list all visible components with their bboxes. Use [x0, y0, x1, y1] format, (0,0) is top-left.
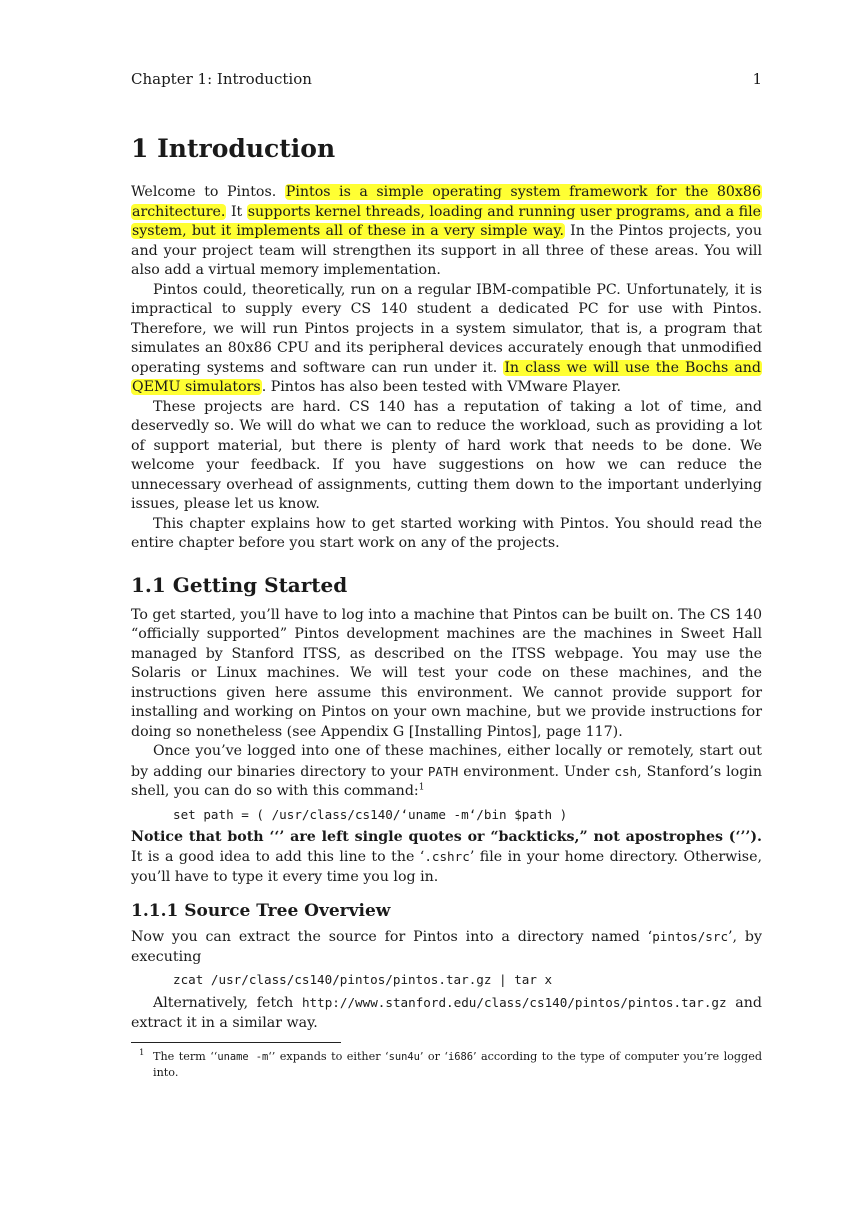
- text-run: ’ file in your home directory. Otherwise, you’ll have to type it every time you log in.: [131, 849, 762, 885]
- footnote-mark: 1: [139, 1048, 145, 1058]
- text-run: ’ according to the type of computer you’re logged into.: [153, 1050, 762, 1079]
- text-run: ’ or ‘: [419, 1050, 448, 1063]
- section-paragraph-3: [131, 828, 762, 888]
- footnote-reference[interactable]: 1: [418, 782, 425, 793]
- highlight-1[interactable]: Pintos is a simple operating system framework for the 80x86 architecture.: [132, 184, 761, 220]
- text-run: The term ‘‘: [153, 1050, 218, 1063]
- footnote-divider: [131, 1042, 341, 1043]
- text-run: In the Pintos projects, you and your project team will strengthen its support in all three of these areas. You will also add a virtual memory implementation.: [131, 223, 762, 278]
- highlight-3[interactable]: In class we will use the Bochs and QEMU simulators: [132, 359, 761, 395]
- text-run: It is a good idea to add this line to the ‘: [131, 849, 425, 865]
- inline-code: PATH: [427, 763, 459, 779]
- inline-code: i686: [447, 1051, 473, 1063]
- intro-paragraph-2: [131, 281, 762, 398]
- command-line: set path = ( /usr/class/cs140/‘uname -m‘/bin $path ): [173, 806, 568, 822]
- chapter-title: 1 Introduction: [131, 134, 336, 163]
- subsection-title: 1.1.1 Source Tree Overview: [131, 901, 391, 921]
- running-header: [131, 70, 762, 88]
- highlight-2[interactable]: supports kernel threads, loading and running user programs, and a file system, but it implements all of these in a very simple way.: [132, 203, 762, 239]
- section-paragraph-1: To get started, you’ll have to log into a machine that Pintos can be built on. The CS 140 “officially supported” Pintos development machines are the machines in Sweet Hall managed by Stanford ITSS, as described on the ITSS webpage. You may use the Solaris or Linux machines. We will test your code on these machines, and the instructions given here assume this environment. We cannot provide support for installing and working on Pintos on your own machine, but we provide instructions for doing so nonetheless (see Appendix G [Installing Pintos], page 117).: [131, 606, 762, 740]
- text-run: Now you can extract the source for Pintos into a directory named ‘: [131, 929, 653, 945]
- document-body: [131, 131, 762, 1080]
- text-run: Once you’ve logged into one of these machines, either locally or remotely, start out by adding our binaries directory to your: [131, 743, 762, 780]
- footnote: [131, 1049, 762, 1080]
- subsection-paragraph-1: [131, 927, 762, 967]
- intro-paragraph-3: These projects are hard. CS 140 has a reputation of taking a lot of time, and deservedly so. We will do what we can to reduce the workload, such as providing a lot of support material, but there is plenty of hard work that needs to be done. We welcome your feedback. If you have suggestions on how we can reduce the unnecessary overhead of assignments, cutting them down to the important underlying issues, please let us know.: [131, 398, 762, 512]
- text-run: ’, by executing: [131, 929, 762, 965]
- command-line: zcat /usr/class/cs140/pintos/pintos.tar.gz | tar x: [173, 972, 553, 987]
- intro-paragraph-4: This chapter explains how to get started working with Pintos. You should read the entire chapter before you start work on any of the projects.: [131, 515, 762, 551]
- inline-code: sun4u: [388, 1051, 420, 1063]
- inline-code: pintos/src: [652, 929, 729, 944]
- text-run: It: [226, 203, 247, 220]
- section-paragraph-2: [131, 742, 762, 802]
- text-run: and extract it in a similar way.: [131, 995, 762, 1031]
- inline-code: uname -m: [217, 1051, 269, 1063]
- url-link[interactable]: http://www.stanford.edu/class/cs140/pintos/pintos.tar.gz: [301, 995, 727, 1010]
- section-title: 1.1 Getting Started: [131, 572, 348, 597]
- running-title: Chapter 1: Introduction: [131, 70, 312, 88]
- text-run: environment. Under: [458, 763, 615, 780]
- intro-paragraph-1: [131, 183, 762, 281]
- text-run: , Stanford’s login shell, you can do so with this command:: [131, 763, 762, 799]
- bold-notice: Notice that both ‘‘’ are left single quotes or “backticks,” not apostrophes (‘’’).: [131, 828, 762, 845]
- inline-code: csh: [614, 763, 638, 779]
- inline-code: .cshrc: [424, 849, 470, 864]
- text-run: Alternatively, fetch: [153, 995, 302, 1011]
- text-run: Welcome to Pintos.: [131, 184, 285, 200]
- text-run: Pintos could, theoretically, run on a regular IBM-compatible PC. Unfortunately, it is impractical to supply every CS 140 student a dedicated PC for use with Pintos. Therefore, we will run Pintos projects in a system simulator, that is, a program that simulates an 80x86 CPU and its peripheral devices accurately enough that unmodified operating systems and software can run under it.: [131, 281, 762, 376]
- page-number: 1: [752, 70, 762, 88]
- text-run: . Pintos has also been tested with VMware Player.: [261, 379, 622, 395]
- text-run: ‘’ expands to either ‘: [268, 1050, 389, 1063]
- subsection-paragraph-2: [131, 993, 762, 1033]
